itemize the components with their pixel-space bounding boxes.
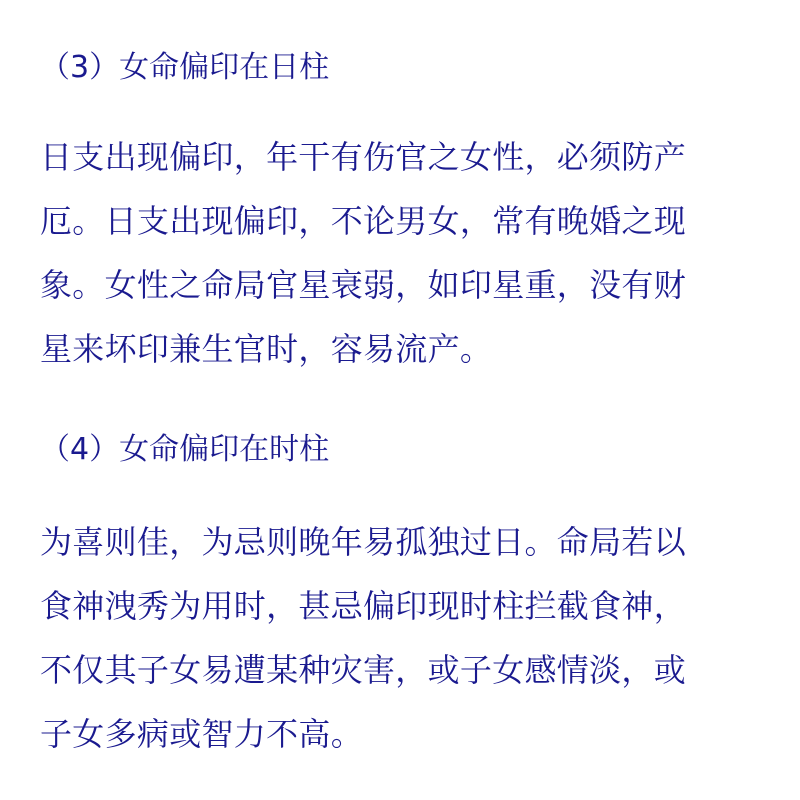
paragraph-line: 厄。日支出现偏印，不论男女，常有晚婚之现 (40, 202, 687, 240)
paragraph-line: 星来坏印兼生官时，容易流产。 (40, 330, 493, 368)
paragraph-line: 象。女性之命局官星衰弱，如印星重，没有财 (40, 266, 687, 304)
paragraph-line: 为喜则佳，为忌则晚年易孤独过日。命局若以 (40, 523, 687, 561)
section-3-heading: （3）女命偏印在日柱 (40, 50, 330, 85)
section-4-heading: （4）女命偏印在时柱 (40, 432, 330, 467)
paragraph-line: 子女多病或智力不高。 (40, 715, 364, 753)
paragraph-line: 不仅其子女易遭某种灾害，或子女感情淡，或 (40, 651, 687, 689)
paragraph-line: 食神洩秀为用时，甚忌偏印现时柱拦截食神， (40, 587, 687, 625)
paragraph-line: 日支出现偏印，年干有伤官之女性，必须防产 (40, 138, 687, 176)
section-4-paragraph (40, 510, 770, 766)
section-3-paragraph (40, 125, 770, 381)
